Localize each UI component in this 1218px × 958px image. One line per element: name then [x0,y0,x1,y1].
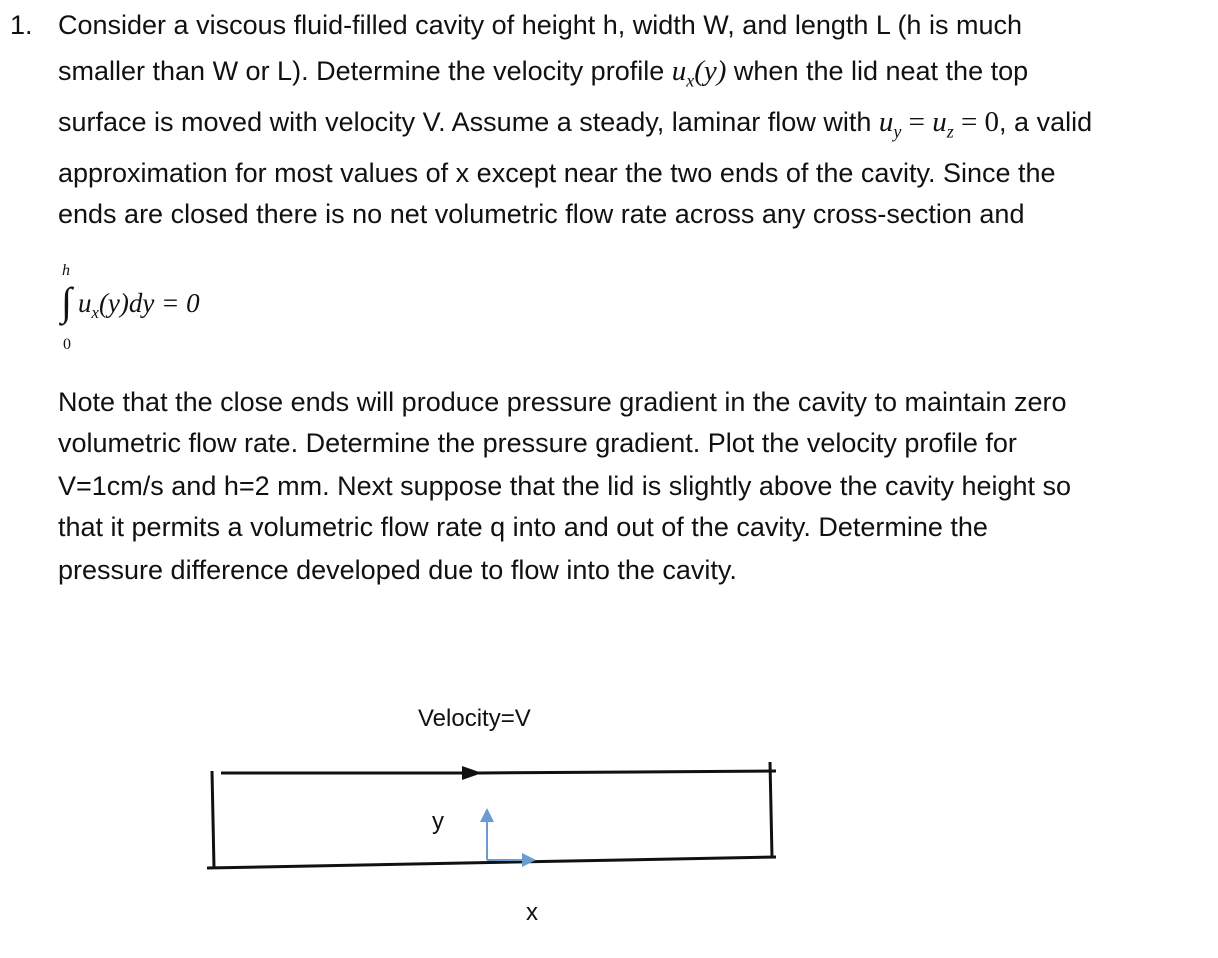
cavity-right-wall [770,762,772,857]
y-axis-arrow-icon [480,808,494,822]
x-axis-arrow-icon [522,853,536,867]
cavity-left-wall [212,771,214,868]
math-sub: x [91,302,99,322]
math-var: u [932,106,947,138]
x-axis-label: x [526,899,538,926]
math-eq: = 0 [953,106,1000,138]
math-sub: x [686,70,695,91]
integral-upper-limit: h [62,262,70,279]
math-var: u [78,288,92,318]
integral-sign: ∫ [61,279,72,324]
text-segment: when the lid neat the top [726,56,1029,86]
math-var: u [671,55,687,87]
text-segment: smaller than W or L). Determine the velocity profile [58,56,672,86]
math-sub: z [946,121,954,142]
problem-line-5: ends are closed there is no net volumetric flow rate across any cross-section and [58,199,1025,229]
note-line-5: pressure difference developed due to flow into the cavity. [58,555,737,585]
integral-lower-limit: 0 [63,336,71,353]
note-line-3: V=1cm/s and h=2 mm. Next suppose that the lid is slightly above the cavity height so [58,471,1072,501]
note-line-1: Note that the close ends will produce pressure gradient in the cavity to maintain zero [58,387,1067,417]
math-var: u [878,106,894,138]
problem-line-4: approximation for most values of x except near the two ends of the cavity. Since the [58,158,1056,188]
problem-number: 1. [10,10,33,40]
math-arg: (y) [694,55,727,87]
note-line-4: that it permits a volumetric flow rate q into and out of the cavity. Determine the [58,512,988,542]
y-axis-label: y [432,808,444,835]
note-line-2: volumetric flow rate. Determine the pressure gradient. Plot the velocity profile for [58,428,1017,458]
math-sub: y [893,121,902,142]
text-segment: , a valid [999,107,1093,137]
lid-line-right [480,771,776,773]
math-eq: = [901,106,933,138]
lid-arrow-head [462,766,482,780]
cavity-bottom [207,857,776,868]
velocity-label: Velocity=V [418,705,531,732]
text-segment: surface is moved with velocity V. Assume a steady, laminar flow with [58,107,879,137]
math-rest: (y)dy = 0 [98,288,200,318]
problem-line-1: Consider a viscous fluid-filled cavity of height h, width W, and length L (h is much [58,10,1022,40]
